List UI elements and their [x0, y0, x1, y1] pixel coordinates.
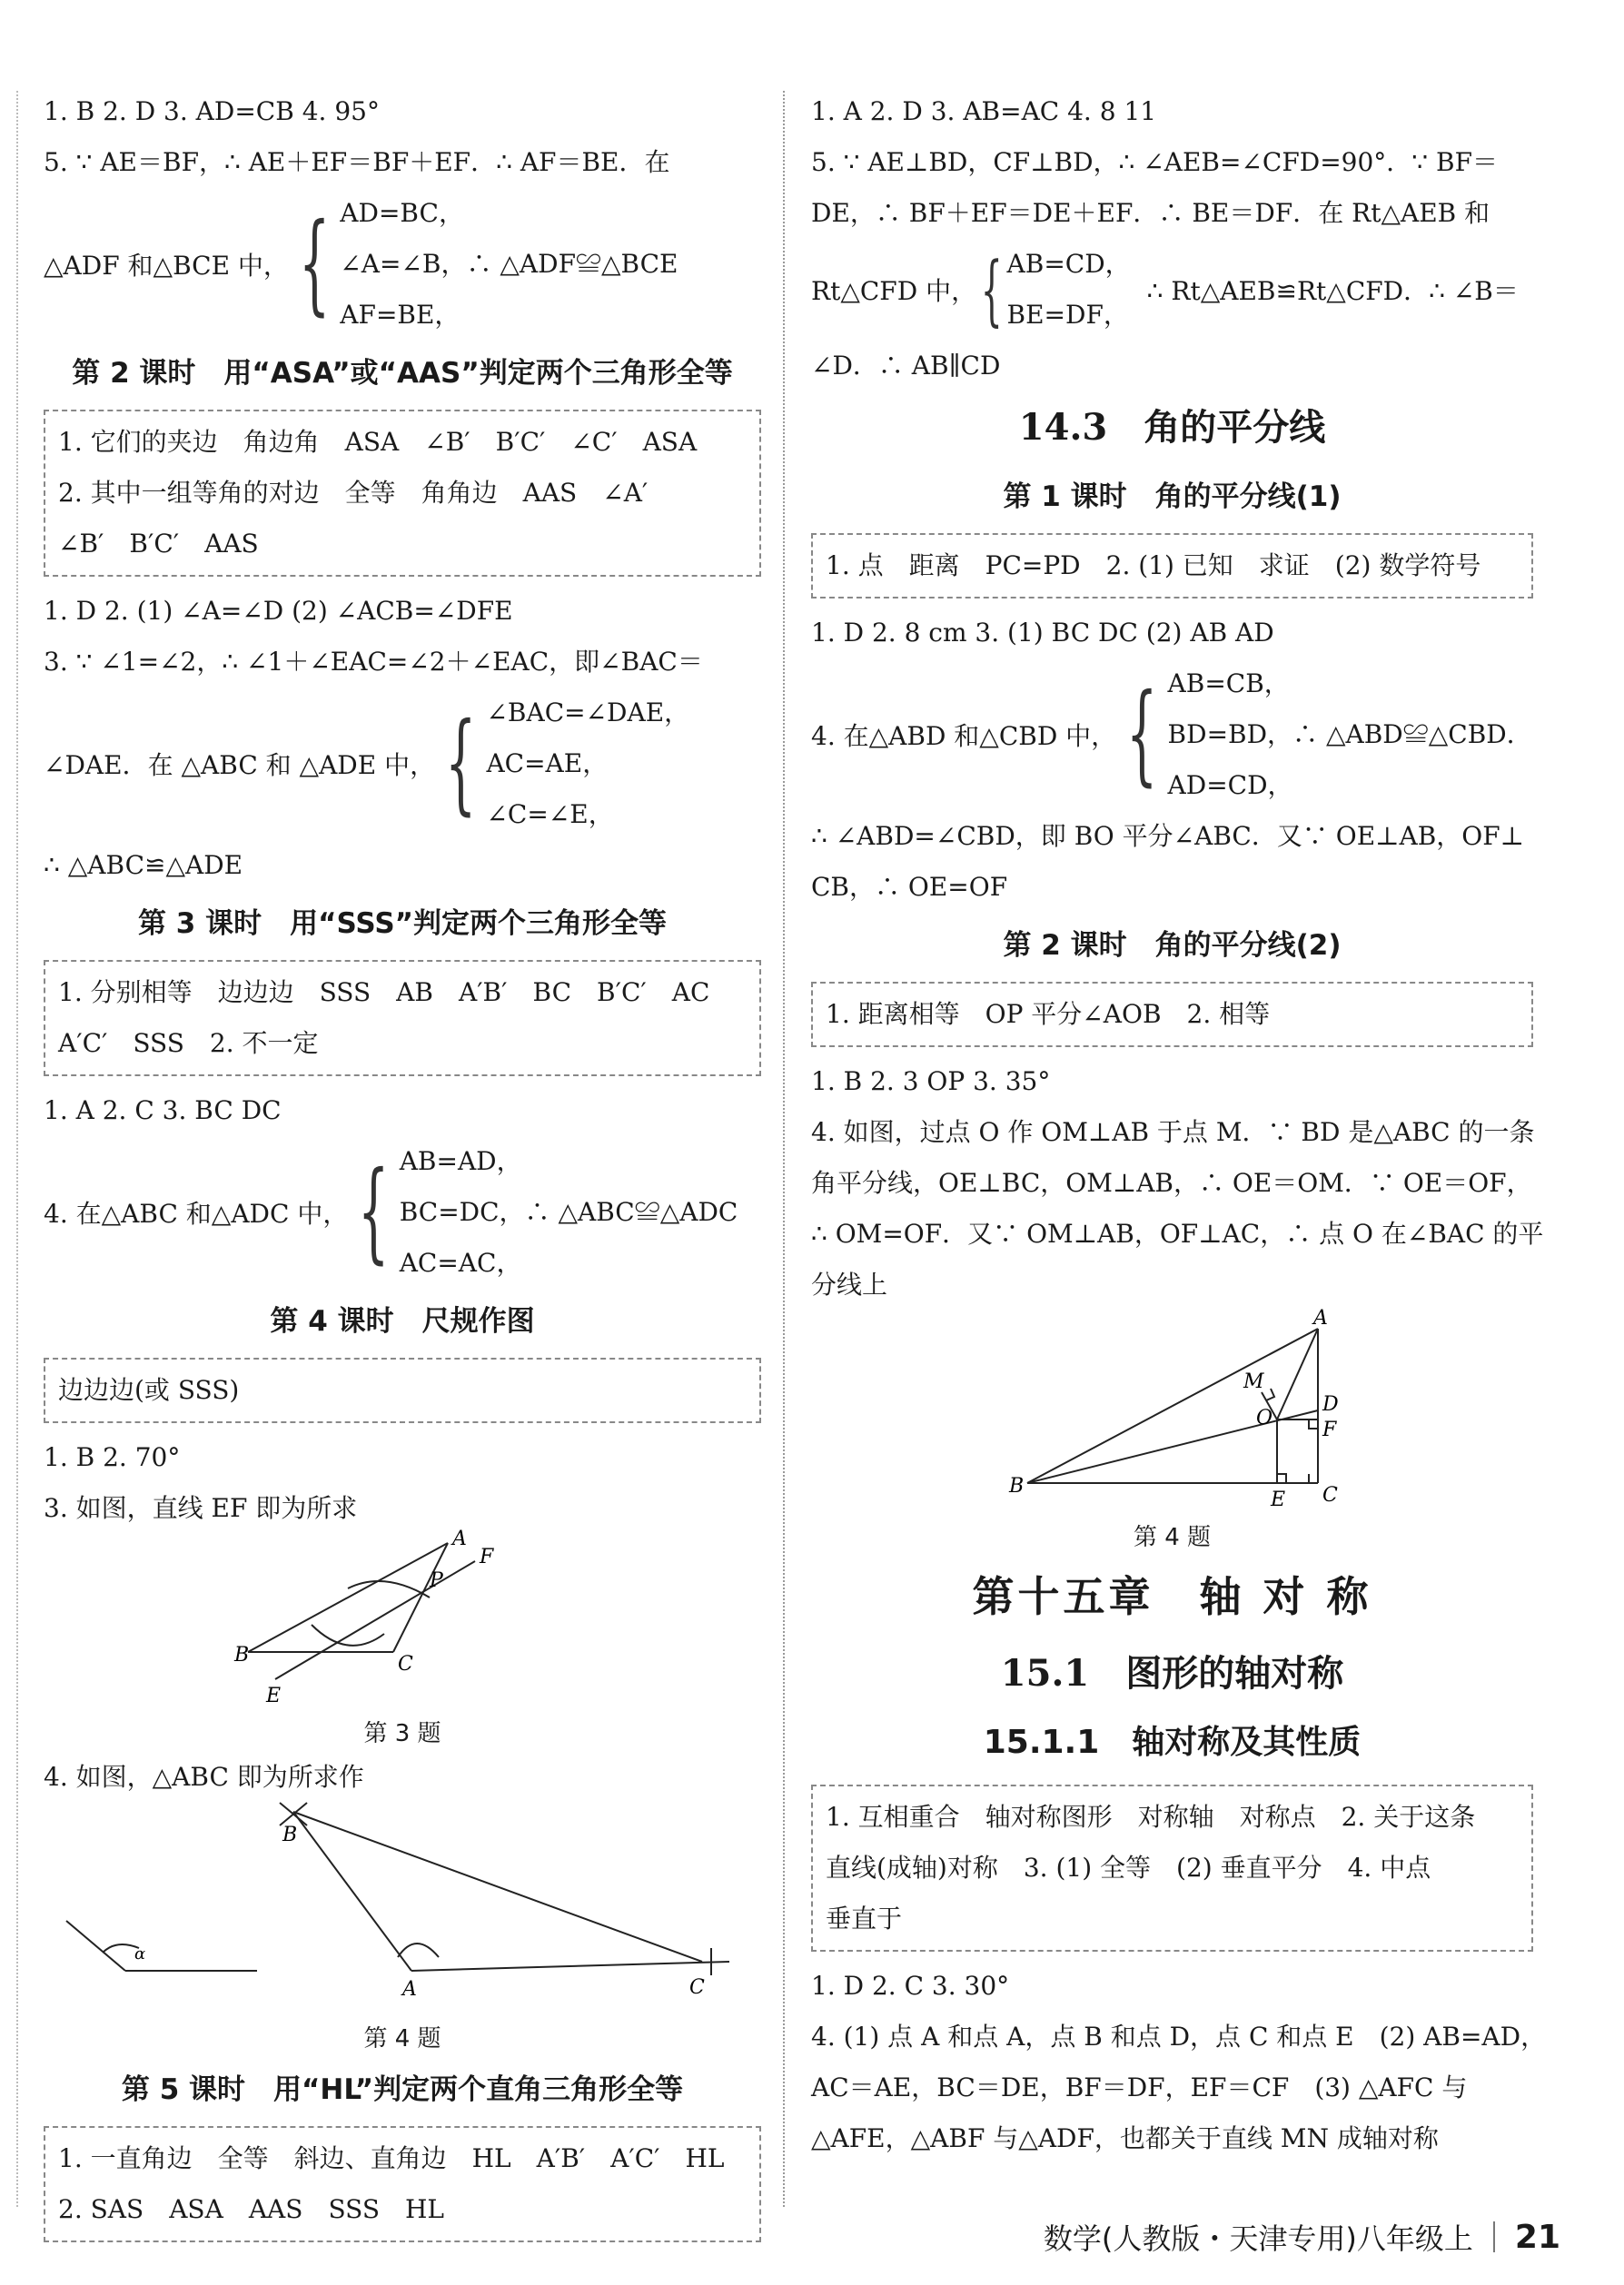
left-edge-dots	[16, 91, 19, 2207]
answer-line: 5. ∵ AE＝BF，∴ AE＋EF＝BF＋EF．∴ AF＝BE．在	[44, 147, 670, 177]
point-label: F	[480, 1546, 494, 1568]
point-label: O	[1255, 1407, 1272, 1429]
section-title: 15.1 图形的轴对称	[1000, 1652, 1344, 1695]
brace-symbol: {	[1126, 671, 1158, 797]
proof-brace	[811, 239, 1533, 341]
answer-line: 1. A 2. D 3. AB=AC 4. 8 11	[811, 96, 1157, 126]
figure-caption: 第 4 题	[1133, 1524, 1212, 1551]
section-title: 14.3 角的平分线	[1018, 406, 1326, 449]
segment-BD	[1027, 1410, 1318, 1483]
right-angle-mark	[1277, 1474, 1286, 1483]
brace-item: AD=CD，	[1167, 770, 1293, 800]
answer-line: 1. B 2. D 3. AD=CB 4. 95°	[44, 96, 380, 126]
answer-line: 4. (1) 点 A 和点 A，点 B 和点 D，点 C 和点 E (2) AB=AD，	[811, 2022, 1547, 2052]
page-number: 21	[1514, 2218, 1560, 2256]
fill-box	[811, 533, 1533, 598]
segment-BA	[1027, 1329, 1318, 1483]
answer-line: 1. B 2. 3 OP 3. 35°	[811, 1066, 1051, 1096]
point-label: M	[1243, 1370, 1264, 1393]
right-column	[811, 86, 1547, 2164]
right-angle-mark	[1309, 1419, 1318, 1429]
answer-line: ∴ ∠ABD=∠CBD，即 BO 平分∠ABC．又∵ OE⊥AB，OF⊥	[811, 821, 1524, 851]
point-label: F	[1322, 1419, 1336, 1441]
brace-item: AB=CB，	[1167, 668, 1290, 698]
point-label: C	[1322, 1484, 1338, 1507]
box-line: 1. 点 距离 PC=PD 2. (1) 已知 求证 (2) 数学符号	[826, 550, 1481, 580]
left-column	[44, 86, 761, 2251]
brace-prefix: 4. 在△ABC 和△ADC 中，	[44, 1199, 349, 1229]
chapter-title: 第十五章 轴 对 称	[972, 1572, 1372, 1621]
box-line: 1. 一直角边 全等 斜边、直角边 HL A′B′ A′C′ HL	[58, 2143, 725, 2173]
right-angle-mark	[1266, 1389, 1274, 1400]
brace-prefix: 4. 在△ABD 和△CBD 中，	[811, 721, 1117, 751]
answer-line: 4. 如图，△ABC 即为所求作	[44, 1762, 364, 1792]
brace-item: ∠A=∠B，∴ △ADF≌△BCE	[340, 249, 678, 279]
brace-item: AC=AE，	[486, 748, 609, 778]
brace-prefix: △ADF 和△BCE 中，	[44, 251, 289, 281]
answer-line: DE，∴ BF＋EF＝DE＋EF．∴ BE＝DF．在 Rt△AEB 和	[811, 198, 1490, 228]
box-line: ∠B′ B′C′ AAS	[58, 529, 259, 559]
answer-line: 1. D 2. (1) ∠A=∠D (2) ∠ACB=∠DFE	[44, 596, 513, 626]
box-line: 2. SAS ASA AAS SSS HL	[58, 2194, 445, 2224]
point-label: C	[689, 1976, 705, 1999]
answer-line: AC＝AE，BC＝DE，BF＝DF，EF＝CF (3) △AFC 与	[811, 2072, 1468, 2102]
box-line: 2. 其中一组等角的对边 全等 角角边 AAS ∠A′	[58, 478, 649, 508]
page-footer	[1044, 2216, 1560, 2258]
answer-line: 3. ∵ ∠1=∠2，∴ ∠1＋∠EAC=∠2＋∠EAC，即∠BAC＝	[44, 647, 703, 677]
point-label: E	[1270, 1489, 1285, 1511]
fill-box	[811, 982, 1533, 1047]
lesson-title: 第 2 课时 角的平分线(2)	[1003, 929, 1342, 962]
lesson-title: 第 2 课时 用“ASA”或“AAS”判定两个三角形全等	[72, 357, 733, 390]
figure-caption: 第 4 题	[363, 2025, 441, 2053]
segment-BA	[293, 1812, 411, 1971]
brace-item: ∠BAC=∠DAE，	[486, 697, 690, 727]
point-label: B	[234, 1644, 250, 1667]
segment-AC	[411, 1962, 729, 1971]
lesson-title: 第 3 课时 用“SSS”判定两个三角形全等	[137, 907, 668, 940]
brace-symbol: {	[445, 700, 477, 826]
fill-box	[44, 2126, 761, 2242]
box-line: 1. 它们的夹边 角边角 ASA ∠B′ B′C′ ∠C′ ASA	[58, 427, 698, 457]
answer-line: 4. 如图，过点 O 作 OM⊥AB 于点 M．∵ BD 是△ABC 的一条	[811, 1117, 1535, 1147]
footer-divider	[1493, 2221, 1495, 2252]
brace-item: AF=BE，	[340, 300, 460, 330]
answer-line: 1. B 2. 70°	[44, 1442, 181, 1472]
proof-brace	[44, 687, 761, 840]
segment-OA	[1277, 1329, 1318, 1419]
answer-line: 1. A 2. C 3. BC DC	[44, 1095, 282, 1125]
figure-4-left-diagram	[48, 1803, 757, 2021]
answer-line: 1. D 2. 8 cm 3. (1) BC DC (2) AB AD	[811, 618, 1274, 648]
box-line: 垂直于	[826, 1904, 903, 1934]
fill-box	[811, 1785, 1533, 1952]
brace-item: AD=BC，	[340, 198, 464, 228]
answer-line: △AFE，△ABF 与△ADF，也都关于直线 MN 成轴对称	[811, 2123, 1439, 2153]
point-label: P	[430, 1569, 443, 1592]
answer-line: ∠D．∴ AB∥CD	[811, 351, 1001, 381]
proof-brace	[811, 658, 1533, 811]
brace-prefix: Rt△CFD 中，	[811, 276, 977, 306]
answer-line: ∴ △ABC≌△ADE	[44, 850, 243, 880]
answer-line: 角平分线，OE⊥BC，OM⊥AB，∴ OE＝OM．∵ OE＝OF，	[811, 1168, 1532, 1198]
answer-line: 3. 如图，直线 EF 即为所求	[44, 1493, 358, 1523]
brace-symbol: {	[980, 245, 1003, 334]
point-label: A	[452, 1528, 467, 1550]
point-label: D	[1322, 1393, 1339, 1416]
book-title: 数学(人教版・天津专用)八年级上	[1043, 2221, 1473, 2256]
answer-line: 5. ∵ AE⊥BD，CF⊥BD，∴ ∠AEB=∠CFD=90°．∵ BF＝	[811, 147, 1499, 177]
lesson-title: 第 4 课时 尺规作图	[270, 1305, 535, 1338]
lesson-title: 第 5 课时 用“HL”判定两个直角三角形全等	[121, 2073, 684, 2106]
box-line: 边边边(或 SSS)	[58, 1375, 240, 1405]
brace-symbol: {	[298, 201, 331, 327]
brace-suffix: ∴ Rt△AEB≌Rt△CFD．∴ ∠B＝	[1146, 276, 1519, 306]
point-label: C	[398, 1653, 413, 1676]
point-label: A	[1312, 1307, 1328, 1330]
brace-item: ∠C=∠E，	[486, 799, 614, 829]
answer-line: CB，∴ OE=OF	[811, 872, 1008, 902]
figure-3-diagram	[212, 1528, 593, 1716]
figure-4-right-diagram	[1008, 1307, 1339, 1519]
point-label: A	[402, 1978, 417, 2001]
box-line: 1. 距离相等 OP 平分∠AOB 2. 相等	[826, 999, 1271, 1029]
segment-BC	[293, 1812, 702, 1962]
answer-line: 分线上	[811, 1270, 888, 1300]
answer-line: ∴ OM=OF．又∵ OM⊥AB，OF⊥AC，∴ 点 O 在∠BAC 的平	[811, 1219, 1544, 1249]
fill-box	[44, 410, 761, 577]
arc-mark	[312, 1625, 384, 1646]
brace-item: AC=AC，	[399, 1248, 522, 1278]
figure-caption: 第 3 题	[363, 1720, 441, 1747]
lesson-title: 第 1 课时 角的平分线(1)	[1003, 480, 1342, 513]
brace-item: BC=DC，∴ △ABC≌△ADC	[399, 1197, 738, 1227]
column-divider	[783, 91, 786, 2207]
brace-item: BE=DF，	[1006, 300, 1129, 330]
subsection-title: 15.1.1 轴对称及其性质	[983, 1724, 1362, 1761]
point-label: B	[282, 1824, 298, 1846]
angle-label: α	[134, 1944, 146, 1964]
fill-box	[44, 1358, 761, 1423]
box-line: 1. 互相重合 轴对称图形 对称轴 对称点 2. 关于这条	[826, 1802, 1476, 1832]
box-line: A′C′ SSS 2. 不一定	[58, 1028, 319, 1058]
angle-arc	[398, 1944, 439, 1957]
brace-item: BD=BD，∴ △ABD≌△CBD．	[1167, 719, 1532, 749]
fill-box	[44, 960, 761, 1076]
proof-brace	[44, 188, 761, 341]
point-label: E	[266, 1685, 282, 1707]
brace-prefix: ∠DAE．在 △ABC 和 △ADE 中，	[44, 750, 436, 780]
segment-AC	[393, 1543, 448, 1652]
angle-arc	[103, 1944, 139, 1953]
brace-item: AB=AD，	[399, 1146, 522, 1176]
brace-item: AB=CD，	[1006, 249, 1131, 279]
brace-symbol: {	[358, 1149, 390, 1275]
answer-line: 1. D 2. C 3. 30°	[811, 1971, 1010, 2001]
box-line: 直线(成轴)对称 3. (1) 全等 (2) 垂直平分 4. 中点	[826, 1853, 1431, 1883]
point-label: B	[1008, 1475, 1024, 1498]
proof-brace	[44, 1136, 761, 1289]
box-line: 1. 分别相等 边边边 SSS AB A′B′ BC B′C′ AC	[58, 977, 710, 1007]
